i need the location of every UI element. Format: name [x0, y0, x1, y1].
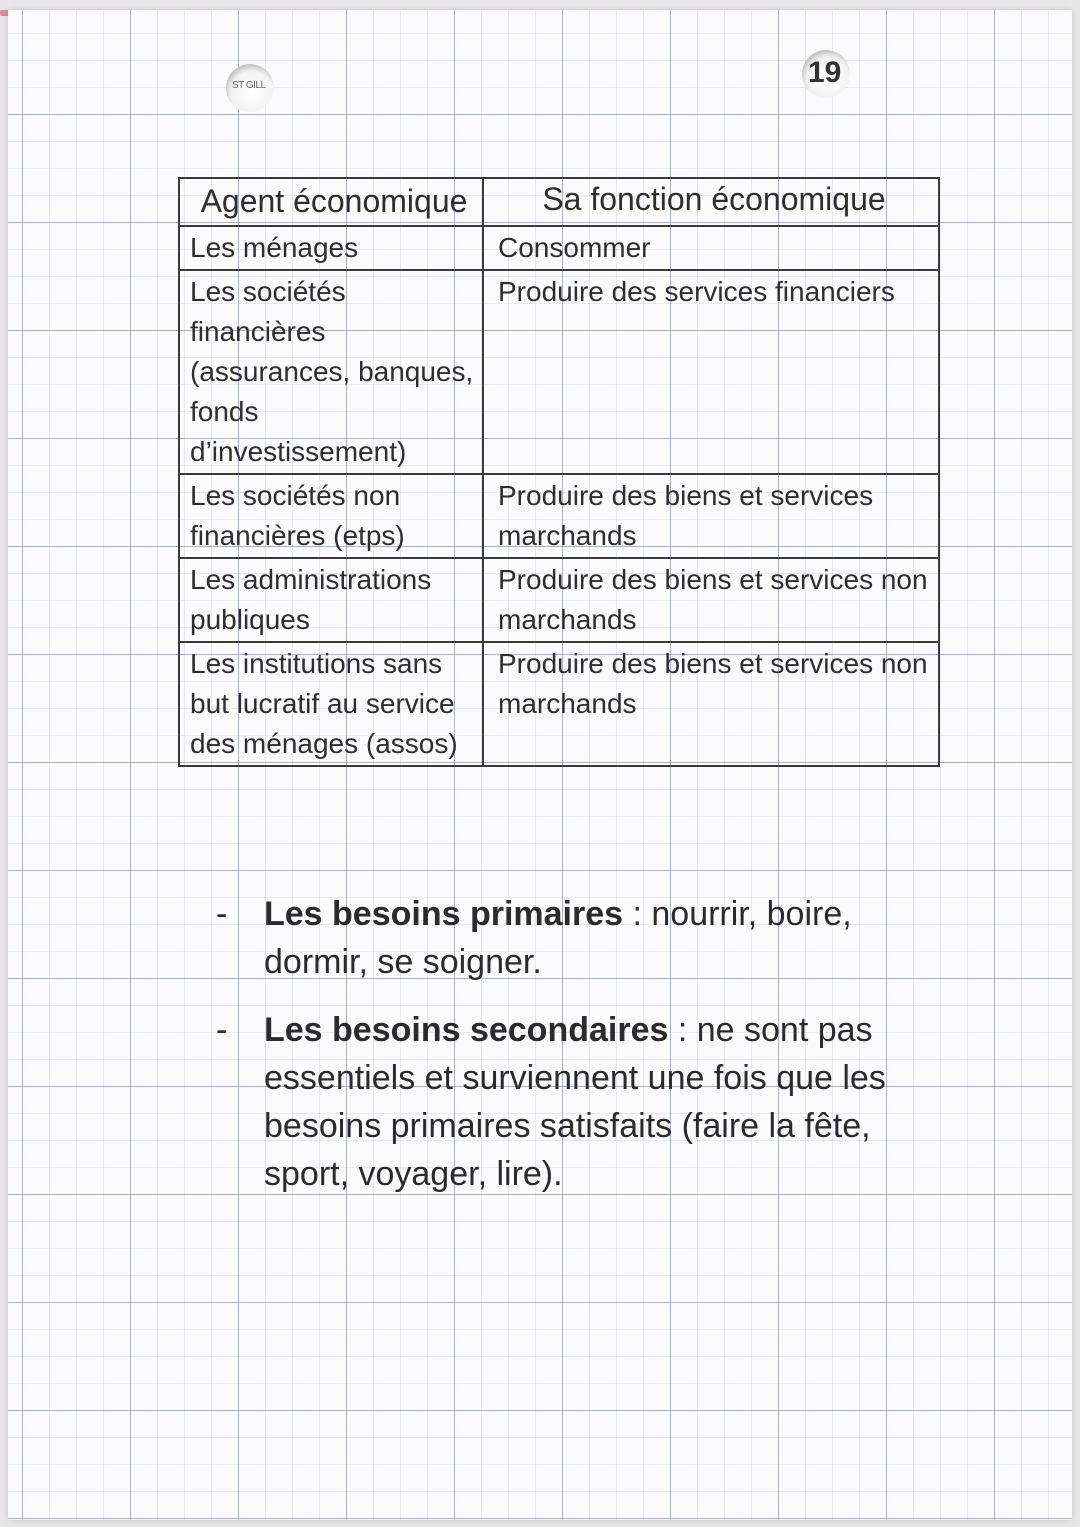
agent-cell: Les institutions sans but lucratif au service des ménages (assos)	[179, 642, 483, 766]
table-row	[179, 558, 939, 642]
agent-cell: Les sociétés financières (assurances, banques, fonds d’investissement)	[179, 270, 483, 474]
header-function: Sa fonction économique	[483, 178, 939, 226]
bullet-dash: -	[216, 1011, 228, 1049]
agent-cell: Les administrations publiques	[179, 558, 483, 642]
definition-secondary-needs: : ne sont pas essentiels et surviennent une fois que les besoins primaires satisfaits (faire la fête, sport, voyager, lire).	[264, 1011, 886, 1193]
function-cell: Produire des services financiers	[483, 270, 939, 474]
table-row	[179, 226, 939, 270]
agent-cell: Les ménages	[179, 226, 483, 270]
needs-list	[216, 890, 916, 1218]
list-item-primary-needs	[216, 890, 916, 986]
header-agent: Agent économique	[179, 178, 483, 226]
list-item-secondary-needs	[216, 1006, 916, 1198]
function-cell: Produire des biens et services marchands	[483, 474, 939, 558]
definition-primary-needs: : nourrir, boire, dormir, se soigner.	[264, 895, 852, 981]
function-cell: Consommer	[483, 226, 939, 270]
table-header-row	[179, 178, 939, 226]
term-secondary-needs: Les besoins secondaires	[264, 1011, 669, 1049]
page-number: 19	[808, 56, 842, 89]
function-cell: Produire des biens et services non marchands	[483, 558, 939, 642]
table-row	[179, 270, 939, 474]
economic-agents-table	[178, 177, 940, 767]
stamp-logo: ST GILL	[232, 80, 266, 91]
agent-cell: Les sociétés non financières (etps)	[179, 474, 483, 558]
table-row	[179, 642, 939, 766]
bullet-dash: -	[216, 895, 228, 933]
term-primary-needs: Les besoins primaires	[264, 895, 624, 933]
function-cell: Produire des biens et services non marchands	[483, 642, 939, 766]
table-row	[179, 474, 939, 558]
